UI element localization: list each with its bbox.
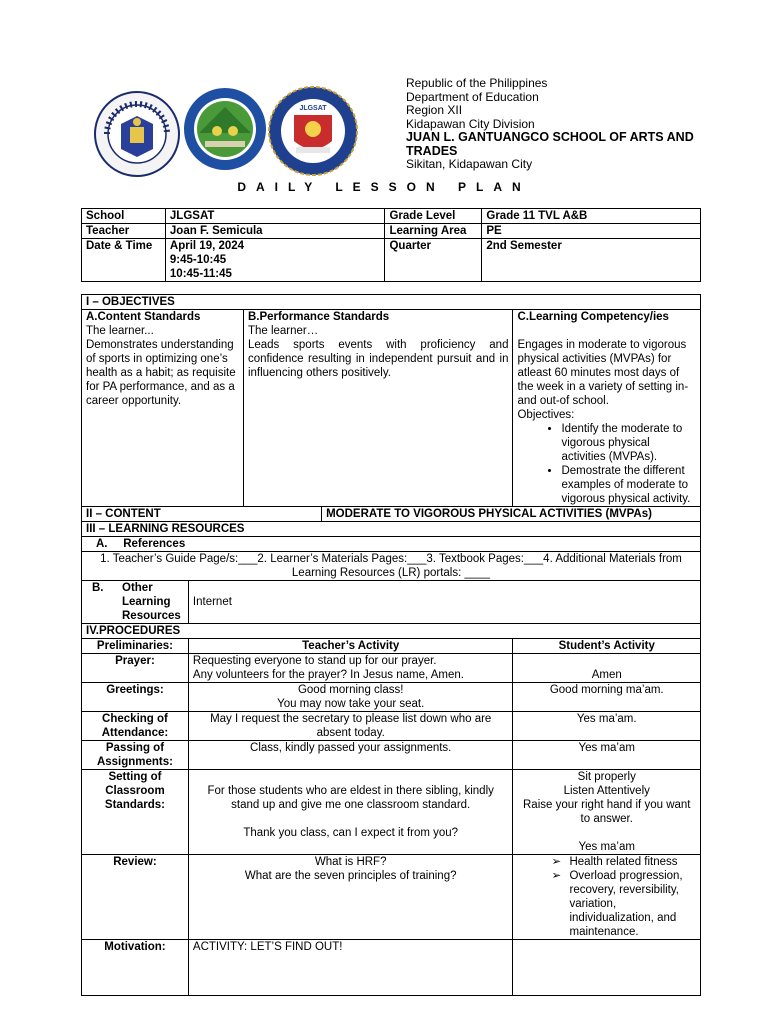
classroom-standards-teacher [188, 770, 513, 855]
objectives-label: Objectives: [517, 409, 575, 421]
performance-standards-text: Leads sports events with proficiency and confidence resulting in independent pursuit and in influencing others positively. [247, 339, 509, 379]
prayer-label: Prayer: [82, 654, 189, 683]
classroom-standards-student-line-3: Raise your right hand if you want to answer. [523, 799, 691, 825]
school-label: School [82, 209, 166, 224]
greetings-teacher-line-1: Good morning class! [297, 684, 404, 696]
review-teacher [188, 855, 513, 940]
date-time-value [165, 239, 385, 282]
prayer-teacher [188, 654, 513, 683]
performance-standards-cell [243, 310, 513, 507]
review-teacher-line-2: What are the seven principles of training? [244, 870, 457, 882]
references-letter: A. [96, 538, 108, 550]
other-resources-label-cell [82, 581, 189, 624]
header-school-name: JUAN L. GANTUANGCO SCHOOL OF ARTS AND TRADES [406, 130, 694, 158]
review-student-list [517, 855, 696, 939]
classroom-standards-student-line-1: Sit properly [577, 771, 636, 783]
header-republic: Republic of the Philippines [406, 76, 548, 90]
lesson-plan-table [81, 294, 701, 996]
info-table [81, 208, 701, 282]
review-student-item-2: ➢ Overload progression, recovery, reversibility, variation, individualization, and maintenance. [569, 869, 696, 939]
prayer-teacher-line-1: Requesting everyone to stand up for our prayer. [192, 655, 437, 667]
references-label: References [123, 538, 186, 550]
objectives-heading: I – OBJECTIVES [82, 295, 701, 310]
motivation-teacher: ACTIVITY: LET’S FIND OUT! [188, 940, 513, 996]
greetings-teacher [188, 683, 513, 712]
grade-level-label: Grade Level [385, 209, 482, 224]
date-time-label: Date & Time [82, 239, 166, 282]
assignments-teacher: Class, kindly passed your assignments. [188, 741, 513, 770]
motivation-label: Motivation: [82, 940, 189, 996]
grade-level-value: Grade 11 TVL A&B [482, 209, 701, 224]
header-region: Region XII [406, 103, 463, 117]
students-activity-header: Student’s Activity [513, 639, 701, 654]
review-label: Review: [82, 855, 189, 940]
date-value: April 19, 2024 [169, 240, 245, 252]
time-slot-1: 9:45-10:45 [169, 254, 227, 266]
objectives-list [517, 422, 696, 506]
prayer-student: Amen [513, 654, 701, 683]
learning-resources-heading: III – LEARNING RESOURCES [82, 522, 701, 537]
procedures-heading: IV.PROCEDURES [82, 624, 701, 639]
school-value: JLGSAT [165, 209, 385, 224]
assignments-label: Passing of Assignments: [82, 741, 189, 770]
performance-standards-intro: The learner… [247, 325, 319, 337]
preliminaries-header: Preliminaries: [82, 639, 189, 654]
header-division: Kidapawan City Division [406, 116, 535, 131]
classroom-standards-student [513, 770, 701, 855]
learning-competency-body: Engages in moderate to vigorous physical activities (MVPAs) for atleast 60 minutes most days of the week in a variety of setting in-and out-of school. [517, 339, 689, 407]
attendance-student: Yes ma’am. [513, 712, 701, 741]
content-label: II – CONTENT [82, 507, 322, 522]
attendance-teacher: May I request the secretary to please list down who are absent today. [188, 712, 513, 741]
greetings-teacher-line-2: You may now take your seat. [277, 698, 425, 710]
quarter-value: 2nd Semester [482, 239, 701, 282]
motivation-student [513, 940, 701, 996]
classroom-standards-teacher-line-2: Thank you class, can I expect it from you? [243, 827, 459, 839]
greetings-label: Greetings: [82, 683, 189, 712]
school-seal-logo [266, 85, 360, 177]
deped-seal-logo [94, 91, 180, 177]
other-resources-letter: B. [92, 582, 104, 594]
header-address: Sikitan, Kidapawan City [406, 157, 533, 171]
teacher-value: Joan F. Semicula [165, 224, 385, 239]
teachers-activity-header: Teacher’s Activity [188, 639, 513, 654]
other-resources-label: Other Learning Resources [122, 582, 181, 622]
time-slot-2: 10:45-11:45 [169, 268, 232, 280]
performance-standards-title: B.Performance Standards [247, 311, 390, 323]
classroom-standards-label: Setting of Classroom Standards: [82, 770, 189, 855]
content-standards-title: A.Content Standards [86, 311, 201, 323]
objective-item-1: • Identify the moderate to vigorous physical activities (MVPAs). [561, 422, 696, 464]
teacher-label: Teacher [82, 224, 166, 239]
quarter-label: Quarter [385, 239, 482, 282]
content-value: MODERATE TO VIGOROUS PHYSICAL ACTIVITIES (MVPAs) [322, 507, 701, 522]
content-standards-cell [82, 310, 244, 507]
division-seal-logo [183, 87, 267, 171]
content-standards-intro: The learner... [86, 325, 154, 337]
references-row [82, 537, 701, 552]
learning-area-value: PE [482, 224, 701, 239]
letterhead [406, 77, 706, 172]
greetings-student: Good morning ma’am. [513, 683, 701, 712]
learning-competency-cell [513, 310, 701, 507]
objective-item-2: • Demostrate the different examples of moderate to vigorous physical activity. [561, 464, 696, 506]
learning-area-label: Learning Area [385, 224, 482, 239]
review-teacher-line-1: What is HRF? [314, 856, 387, 868]
attendance-label: Checking of Attendance: [82, 712, 189, 741]
content-standards-body: Demonstrates understanding of sports in optimizing one’s health as a habit; as requisite for PA performance, and as a career opportunity. [86, 339, 236, 407]
learning-competency-title: C.Learning Competency/ies [517, 311, 669, 323]
classroom-standards-student-line-4: Yes ma’am [578, 841, 635, 853]
prayer-teacher-line-2: Any volunteers for the prayer? In Jesus name, Amen. [192, 669, 464, 681]
classroom-standards-teacher-line-1: For those students who are eldest in there sibling, kindly stand up and give me one classroom standard. [207, 785, 494, 811]
performance-standards-body [248, 338, 509, 380]
document-title: DAILY LESSON PLAN [237, 180, 531, 194]
header-department: Department of Education [406, 89, 539, 104]
review-student-item-1: ➢ Health related fitness [569, 855, 696, 869]
classroom-standards-student-line-2: Listen Attentively [563, 785, 650, 797]
references-details: 1. Teacher’s Guide Page/s:___2. Learner’s Materials Pages:___3. Textbook Pages:___4. Additional Materials from Learning Resources (LR) portals: ____ [82, 552, 701, 581]
other-resources-value: Internet [188, 581, 700, 624]
review-student [513, 855, 701, 940]
assignments-student: Yes ma’am [513, 741, 701, 770]
school-seal-text: JLGSAT [299, 105, 327, 112]
